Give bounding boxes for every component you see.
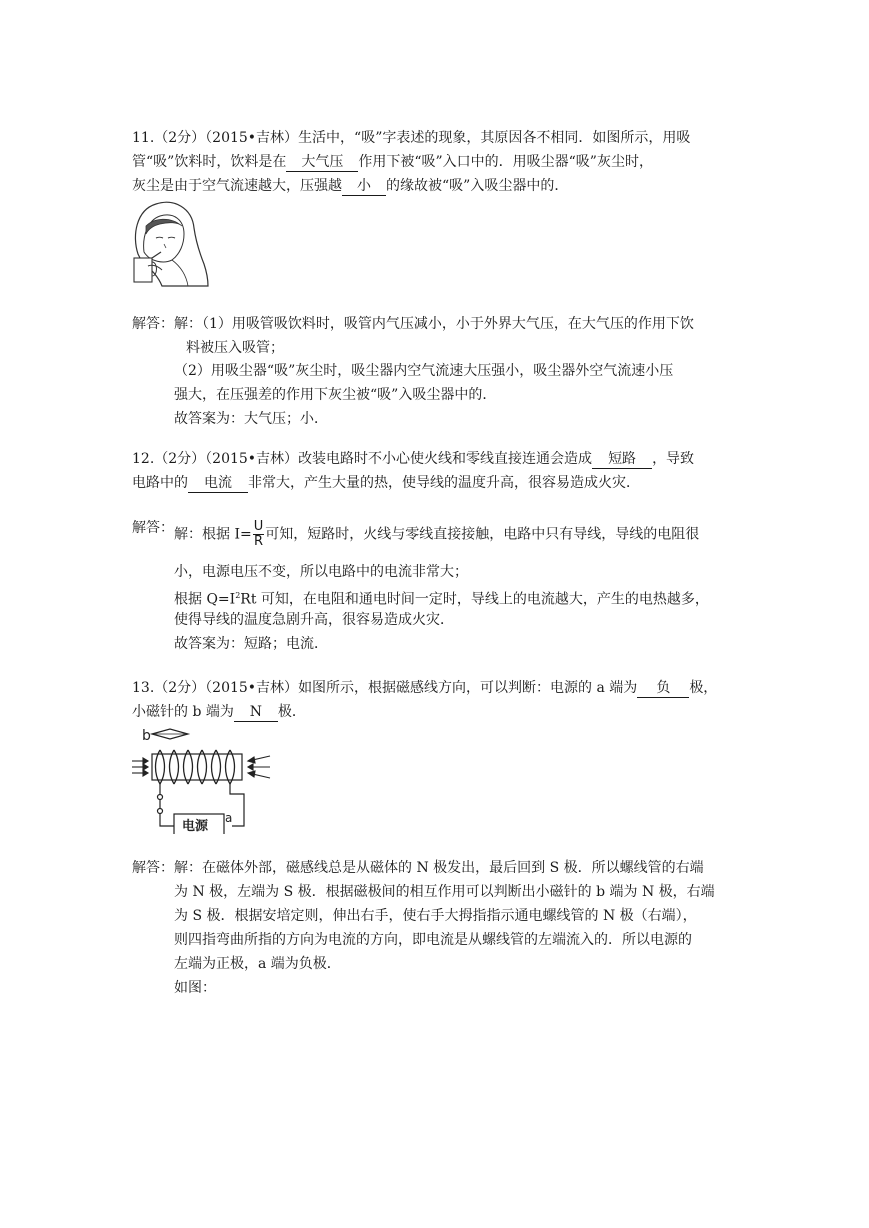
q11-text-2a: 管“吸”饮料时，饮料是在: [132, 154, 287, 170]
q11-ans-2: 料被压入吸管；: [186, 340, 284, 356]
q13-text-2a: 小磁针的 b 端为: [132, 704, 234, 720]
q12-header: 12.（2分）（2015•吉林）: [132, 451, 299, 467]
q13-ans-5: 左端为正极，a 端为负极．: [174, 956, 341, 972]
q13-blank-2: N: [234, 703, 278, 722]
q13-text-1a: 如图所示，根据磁感线方向，可以判断：电源的 a 端为: [298, 680, 638, 696]
q12-blank-1: 短路: [592, 450, 652, 469]
q12-ans-3-sup: 2: [235, 591, 241, 600]
q11-line-3: [132, 176, 568, 196]
q12-line-2: [132, 473, 640, 493]
q13-header: 13.（2分）（2015•吉林）: [132, 680, 299, 696]
q11-ans-1: 解：（1）用吸管吸饮料时，吸管内气压减小，小于外界大气压，在大气压的作用下饮: [174, 316, 694, 332]
q12-ans-1b: 可知，短路时，火线与零线直接接触，电路中只有导线，导线的电阻很: [265, 526, 700, 543]
q11-blank-1: 大气压: [286, 153, 358, 172]
q11-text-3b: 的缘故被“吸”入吸尘器中的．: [386, 178, 569, 194]
q12-frac-num: U: [253, 519, 264, 534]
q12-text-2a: 电路中的: [132, 475, 188, 491]
q12-text-1a: 改装电路时不小心使火线和零线直接连通会造成: [298, 451, 593, 467]
field-lines-left: [132, 758, 148, 776]
q13-ans-3: 为 S 极．根据安培定则，伸出右手，使右手大拇指指示通电螺线管的 N 极（右端），: [174, 908, 697, 924]
q12-ans-4: 使得导线的温度急剧升高，很容易造成火灾．: [174, 612, 454, 628]
q12-fraction: [253, 520, 265, 549]
q13-figure-solenoid: [130, 724, 274, 834]
q12-ans-2: 小，电源电压不变，所以电路中的电流非常大；: [174, 564, 468, 580]
q12-frac-den: R: [253, 534, 263, 549]
q12-line-1: [132, 449, 694, 469]
q13-text-2b: 极．: [277, 704, 306, 720]
q11-figure-straw: [128, 196, 210, 290]
q13-ans-1: 解：在磁体外部，磁感线总是从磁体的 N 极发出，最后回到 S 极．所以螺线管的右端: [174, 860, 704, 876]
q12-text-1b: ，导致: [652, 451, 695, 467]
q12-text-2b: 非常大，产生大量的热，使导线的温度升高，很容易造成火灾．: [248, 475, 640, 491]
q13-answer-label: 解答：: [132, 860, 174, 876]
q12-ans-5: 故答案为：短路；电流．: [174, 636, 328, 652]
q11-ans-4: 强大，在压强差的作用下灰尘被“吸”入吸尘器中的．: [174, 387, 497, 403]
q11-line-2: [132, 152, 653, 172]
q12-ans-1a: 解：根据 I=: [174, 526, 252, 543]
q13-label-b: b: [142, 728, 151, 744]
q12-ans-3a: 根据 Q=I: [174, 591, 236, 608]
q13-ans-2: 为 N 极，左端为 S 极．根据磁极间的相互作用可以判断出小磁针的 b 端为 N 极，右端: [174, 884, 715, 900]
q12-ans-3: [174, 586, 709, 610]
q12-blank-2: 电流: [188, 474, 248, 493]
q12-ans-3b: Rt 可知，在电阻和通电时间一定时，导线上的电流越大，产生的电热越多，: [240, 591, 709, 608]
q11-line-1: [132, 128, 690, 148]
q11-header: 11.（2分）（2015•吉林）: [132, 130, 299, 146]
q11-text-2b: 作用下被“吸”入口中的．用吸尘器“吸”灰尘时，: [358, 154, 653, 170]
q13-label-a: a: [225, 811, 233, 825]
q11-text-3a: 灰尘是由于空气流速越大，压强越: [132, 178, 342, 194]
q12-ans-1: [174, 520, 699, 549]
q11-blank-2: 小: [342, 177, 386, 196]
q13-blank-1: 负: [637, 679, 689, 698]
q11-text-1: 生活中，“吸”字表述的现象，其原因各不相同．如图所示，用吸: [298, 130, 691, 146]
q13-ans-6: 如图：: [174, 980, 216, 996]
q13-ans-4: 则四指弯曲所指的方向为电流的方向，即电流是从螺线管的左端流入的．所以电源的: [174, 932, 692, 948]
q11-ans-5: 故答案为：大气压；小．: [174, 411, 328, 427]
q12-answer-label: 解答：: [132, 520, 174, 536]
q11-answer-label: 解答：: [132, 316, 174, 332]
q11-ans-3: （2）用吸尘器“吸”灰尘时，吸尘器内空气流速大压强小，吸尘器外空气流速小压: [174, 363, 674, 379]
q13-line-1: [132, 678, 717, 698]
field-lines-right: [248, 756, 270, 778]
q13-text-1b: 极，: [689, 680, 718, 696]
q13-line-2: [132, 702, 306, 722]
power-label: 电源: [182, 819, 209, 834]
